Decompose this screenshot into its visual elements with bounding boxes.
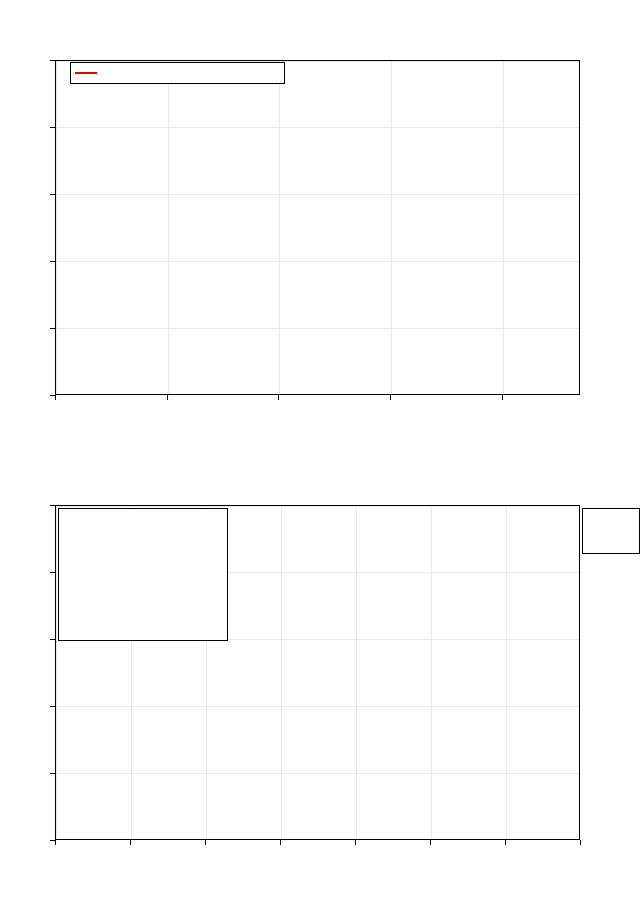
legend-line-icon: [75, 72, 97, 74]
x-tickmark-top-2: [278, 395, 279, 400]
legend-spi-categories: [58, 508, 228, 641]
legend-item-observed: [71, 63, 284, 83]
x-tickmark-top-0: [55, 395, 56, 400]
x-tickmark-bottom-5: [430, 840, 431, 845]
legend-spi-curves: [582, 508, 640, 554]
x-tickmark-bottom-1: [130, 840, 131, 845]
x-tickmark-bottom-2: [205, 840, 206, 845]
x-tickmark-bottom-7: [580, 840, 581, 845]
spi-color-band: [56, 826, 579, 840]
x-tickmark-top-4: [502, 395, 503, 400]
x-tickmark-bottom-6: [505, 840, 506, 845]
legend-top: [70, 62, 285, 84]
chart-panel-spi18: [0, 450, 640, 900]
x-tickmark-top-3: [390, 395, 391, 400]
x-tickmark-bottom-0: [55, 840, 56, 845]
x-tickmark-bottom-3: [280, 840, 281, 845]
gamma-curve-svg: [56, 61, 579, 394]
gridline-v-bottom-7: [579, 506, 580, 839]
x-tickmark-top-1: [167, 395, 168, 400]
plot-area-cumulative-gamma: [55, 60, 580, 395]
x-tickmark-bottom-4: [355, 840, 356, 845]
